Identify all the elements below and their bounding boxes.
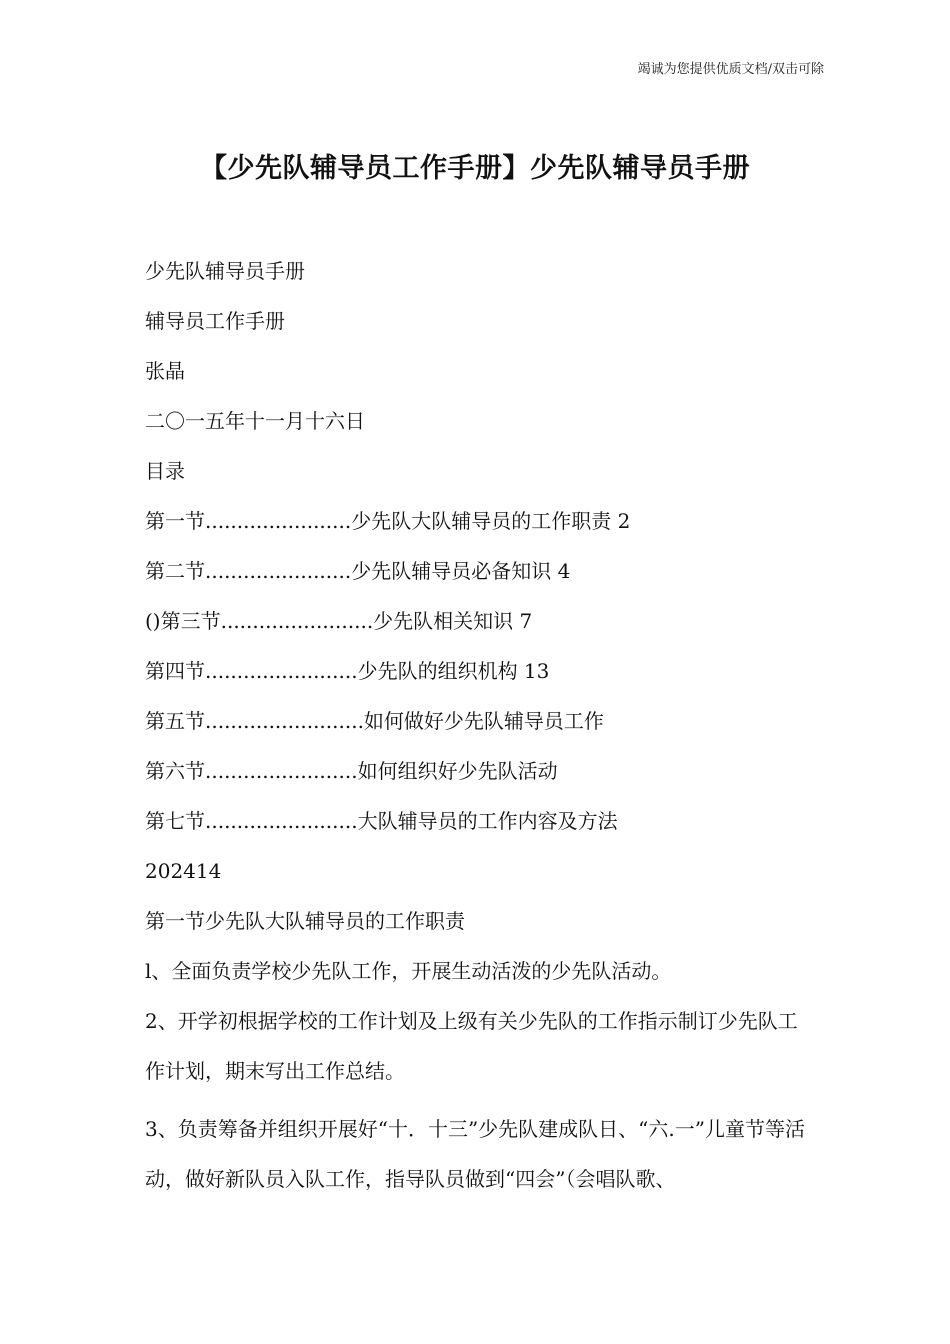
document-body [145,254,815,1212]
toc-entry: 第二节.......................少先队辅导员必备知识 4 [145,559,571,583]
text-line: 少先队辅导员手册 [145,259,305,283]
toc-entry: 第一节.......................少先队大队辅导员的工作职责 2 [145,509,631,533]
toc-entry: ()第三节........................少先队相关知识 7 [145,609,533,633]
duty-item: l、全面负责学校少先队工作，开展生动活泼的少先队活动。 [145,959,672,983]
duty-item: 3、负责筹备并组织开展好“十．十三”少先队建成队日、“六.一”儿童节等活动，做好新队员入队工作，指导队员做到“四会”（会唱队歌、 [145,1117,805,1191]
document-title: 【少先队辅导员工作手册】少先队辅导员手册 [200,153,750,184]
toc-entry: 第五节.........................如何做好少先队辅导员工作 [145,709,604,733]
author-name: 张晶 [145,359,185,383]
toc-heading: 目录 [145,459,185,483]
toc-entry: 第七节........................大队辅导员的工作内容及方法 [145,809,618,833]
section-heading: 第一节少先队大队辅导员的工作职责 [145,909,465,933]
toc-entry: 第四节........................少先队的组织机构 13 [145,659,550,683]
header-note: 竭诚为您提供优质文档/双击可除 [637,62,824,77]
toc-entry: 第六节........................如何组织好少先队活动 [145,759,558,783]
text-line: 202414 [145,859,222,883]
text-line: 辅导员工作手册 [145,309,285,333]
duty-item: 2、开学初根据学校的工作计划及上级有关少先队的工作指示制订少先队工作计划，期末写出工作总结。 [145,1009,798,1083]
document-date: 二〇一五年十一月十六日 [145,409,365,433]
